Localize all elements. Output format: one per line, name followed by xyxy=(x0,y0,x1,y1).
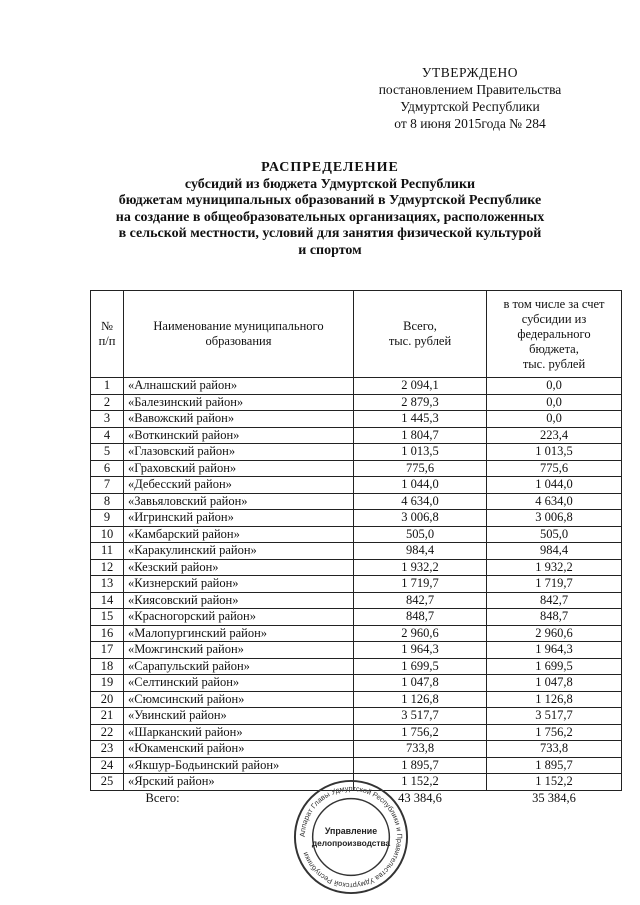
row-total: 2 879,3 xyxy=(354,394,487,411)
row-total: 1 699,5 xyxy=(354,658,487,675)
row-municipality: «Завьяловский район» xyxy=(124,493,354,510)
table-row xyxy=(91,510,622,527)
row-number: 16 xyxy=(91,625,124,642)
table-row xyxy=(91,658,622,675)
row-number: 6 xyxy=(91,460,124,477)
row-total: 775,6 xyxy=(354,460,487,477)
row-federal: 505,0 xyxy=(487,526,622,543)
row-total: 505,0 xyxy=(354,526,487,543)
header-municipality-line-2: образования xyxy=(205,334,272,348)
header-federal-line-3: федерального xyxy=(517,326,591,341)
header-municipality-line-1: Наименование муниципального xyxy=(153,319,324,333)
header-number-line-2: п/п xyxy=(98,334,116,348)
table-row xyxy=(91,625,622,642)
title-main: РАСПРЕДЕЛЕНИЕ xyxy=(261,160,399,175)
row-municipality: «Сарапульский район» xyxy=(124,658,354,675)
table-row xyxy=(91,757,622,774)
table-row xyxy=(91,477,622,494)
row-municipality: «Глазовский район» xyxy=(124,444,354,461)
approval-line-1: постановлением Правительства xyxy=(378,82,562,97)
row-federal: 223,4 xyxy=(487,427,622,444)
stamp-ring-text: Аппарат Главы Удмуртской Республики и Правительства Удмуртской Республики xyxy=(297,783,405,891)
header-federal xyxy=(487,291,622,378)
row-number: 22 xyxy=(91,724,124,741)
row-number: 12 xyxy=(91,559,124,576)
document-title xyxy=(60,160,600,259)
row-total: 848,7 xyxy=(354,609,487,626)
stamp-center-line-2: делопроизводства xyxy=(311,837,391,848)
row-number: 14 xyxy=(91,592,124,609)
row-federal: 1 719,7 xyxy=(487,576,622,593)
header-total-line-2: тыс. рублей xyxy=(388,334,452,348)
approval-block xyxy=(360,64,580,132)
row-number: 5 xyxy=(91,444,124,461)
row-number: 7 xyxy=(91,477,124,494)
table-row xyxy=(91,427,622,444)
row-municipality: «Киясовский район» xyxy=(124,592,354,609)
row-federal: 984,4 xyxy=(487,543,622,560)
row-number: 4 xyxy=(91,427,124,444)
row-total: 1 932,2 xyxy=(354,559,487,576)
row-municipality: «Шарканский район» xyxy=(124,724,354,741)
row-number: 2 xyxy=(91,394,124,411)
title-line-4: в сельской местности, условий для занятия физической культурой xyxy=(118,226,542,241)
row-number: 19 xyxy=(91,675,124,692)
row-total: 3 006,8 xyxy=(354,510,487,527)
row-municipality: «Красногорский район» xyxy=(124,609,354,626)
row-total: 1 964,3 xyxy=(354,642,487,659)
row-federal: 0,0 xyxy=(487,394,622,411)
row-municipality: «Каракулинский район» xyxy=(124,543,354,560)
row-total: 2 094,1 xyxy=(354,378,487,395)
table-row xyxy=(91,559,622,576)
row-federal: 0,0 xyxy=(487,411,622,428)
row-federal: 1 013,5 xyxy=(487,444,622,461)
table-row xyxy=(91,592,622,609)
row-total: 984,4 xyxy=(354,543,487,560)
row-municipality: «Юкаменский район» xyxy=(124,741,354,758)
row-municipality: «Селтинский район» xyxy=(124,675,354,692)
table-row xyxy=(91,609,622,626)
total-row-federal: 35 384,6 xyxy=(532,790,576,805)
row-total: 1 895,7 xyxy=(354,757,487,774)
table-row xyxy=(91,394,622,411)
title-line-1: субсидий из бюджета Удмуртской Республики xyxy=(184,176,476,192)
row-municipality: «Сюмсинский район» xyxy=(124,691,354,708)
row-municipality: «Воткинский район» xyxy=(124,427,354,444)
header-number xyxy=(91,291,124,378)
row-federal: 775,6 xyxy=(487,460,622,477)
row-federal: 1 047,8 xyxy=(487,675,622,692)
row-municipality: «Можгинский район» xyxy=(124,642,354,659)
row-total: 1 047,8 xyxy=(354,675,487,692)
total-row-number xyxy=(91,790,124,806)
total-row-label: Всего: xyxy=(145,790,180,805)
row-federal: 3 517,7 xyxy=(487,708,622,725)
row-federal: 842,7 xyxy=(487,592,622,609)
row-federal: 2 960,6 xyxy=(487,625,622,642)
header-federal-line-2: субсидии из xyxy=(521,311,587,326)
row-number: 15 xyxy=(91,609,124,626)
row-total: 1 756,2 xyxy=(354,724,487,741)
stamp-center-line-1: Управление xyxy=(324,826,378,837)
approval-heading: УТВЕРЖДЕНО xyxy=(421,65,519,80)
row-total: 1 445,3 xyxy=(354,411,487,428)
row-federal: 3 006,8 xyxy=(487,510,622,527)
row-municipality: «Кизнерский район» xyxy=(124,576,354,593)
row-municipality: «Вавожский район» xyxy=(124,411,354,428)
row-federal: 1 964,3 xyxy=(487,642,622,659)
row-number: 25 xyxy=(91,774,124,791)
row-total: 1 126,8 xyxy=(354,691,487,708)
row-federal: 0,0 xyxy=(487,378,622,395)
row-total: 1 044,0 xyxy=(354,477,487,494)
row-number: 13 xyxy=(91,576,124,593)
approval-line-2: Удмуртской Республики xyxy=(400,99,540,114)
header-municipality xyxy=(124,291,354,378)
header-federal-line-4: бюджета, xyxy=(529,341,579,356)
table-row xyxy=(91,493,622,510)
row-municipality: «Ярский район» xyxy=(124,774,354,791)
row-municipality: «Игринский район» xyxy=(124,510,354,527)
row-total: 2 960,6 xyxy=(354,625,487,642)
title-line-3: на создание в общеобразовательных организациях, расположенных xyxy=(115,209,545,225)
title-line-2: бюджетам муниципальных образований в Удмуртской Республике xyxy=(118,193,542,208)
row-number: 9 xyxy=(91,510,124,527)
table-header-row xyxy=(91,291,622,378)
row-number: 24 xyxy=(91,757,124,774)
row-federal: 733,8 xyxy=(487,741,622,758)
row-number: 21 xyxy=(91,708,124,725)
row-municipality: «Камбарский район» xyxy=(124,526,354,543)
table-row xyxy=(91,741,622,758)
row-number: 11 xyxy=(91,543,124,560)
header-total xyxy=(354,291,487,378)
row-federal: 4 634,0 xyxy=(487,493,622,510)
row-federal: 848,7 xyxy=(487,609,622,626)
table-row xyxy=(91,543,622,560)
header-number-line-1: № xyxy=(101,319,113,333)
row-municipality: «Увинский район» xyxy=(124,708,354,725)
row-federal: 1 126,8 xyxy=(487,691,622,708)
table-row xyxy=(91,526,622,543)
row-total: 733,8 xyxy=(354,741,487,758)
table-row xyxy=(91,378,622,395)
row-total: 3 517,7 xyxy=(354,708,487,725)
table-body xyxy=(91,378,622,807)
row-number: 10 xyxy=(91,526,124,543)
row-federal: 1 895,7 xyxy=(487,757,622,774)
header-federal-line-5: тыс. рублей xyxy=(522,356,586,371)
approval-line-3: от 8 июня 2015года № 284 xyxy=(394,116,546,131)
table-row xyxy=(91,708,622,725)
row-number: 3 xyxy=(91,411,124,428)
table-row xyxy=(91,724,622,741)
row-municipality: «Якшур-Бодьинский район» xyxy=(124,757,354,774)
row-municipality: «Граховский район» xyxy=(124,460,354,477)
row-number: 23 xyxy=(91,741,124,758)
office-stamp xyxy=(292,778,410,896)
row-number: 18 xyxy=(91,658,124,675)
table-row xyxy=(91,675,622,692)
row-municipality: «Кезский район» xyxy=(124,559,354,576)
table-row xyxy=(91,444,622,461)
row-number: 8 xyxy=(91,493,124,510)
row-federal: 1 044,0 xyxy=(487,477,622,494)
header-total-line-1: Всего, xyxy=(403,319,437,333)
row-number: 1 xyxy=(91,378,124,395)
row-municipality: «Малопургинский район» xyxy=(124,625,354,642)
row-municipality: «Алнашский район» xyxy=(124,378,354,395)
row-total: 1 013,5 xyxy=(354,444,487,461)
table-row xyxy=(91,691,622,708)
table-row xyxy=(91,576,622,593)
row-federal: 1 932,2 xyxy=(487,559,622,576)
distribution-table xyxy=(90,290,622,806)
row-total: 1 152,2 xyxy=(354,774,487,791)
row-federal: 1 152,2 xyxy=(487,774,622,791)
row-total: 1 719,7 xyxy=(354,576,487,593)
row-municipality: «Дебесский район» xyxy=(124,477,354,494)
total-row-total: 43 384,6 xyxy=(398,790,442,805)
row-total: 4 634,0 xyxy=(354,493,487,510)
row-number: 17 xyxy=(91,642,124,659)
row-number: 20 xyxy=(91,691,124,708)
row-federal: 1 756,2 xyxy=(487,724,622,741)
table-row xyxy=(91,460,622,477)
row-federal: 1 699,5 xyxy=(487,658,622,675)
row-total: 1 804,7 xyxy=(354,427,487,444)
header-federal-line-1: в том числе за счет xyxy=(503,296,605,311)
row-total: 842,7 xyxy=(354,592,487,609)
table-row xyxy=(91,411,622,428)
table-row xyxy=(91,642,622,659)
row-municipality: «Балезинский район» xyxy=(124,394,354,411)
title-line-5: и спортом xyxy=(298,242,362,258)
